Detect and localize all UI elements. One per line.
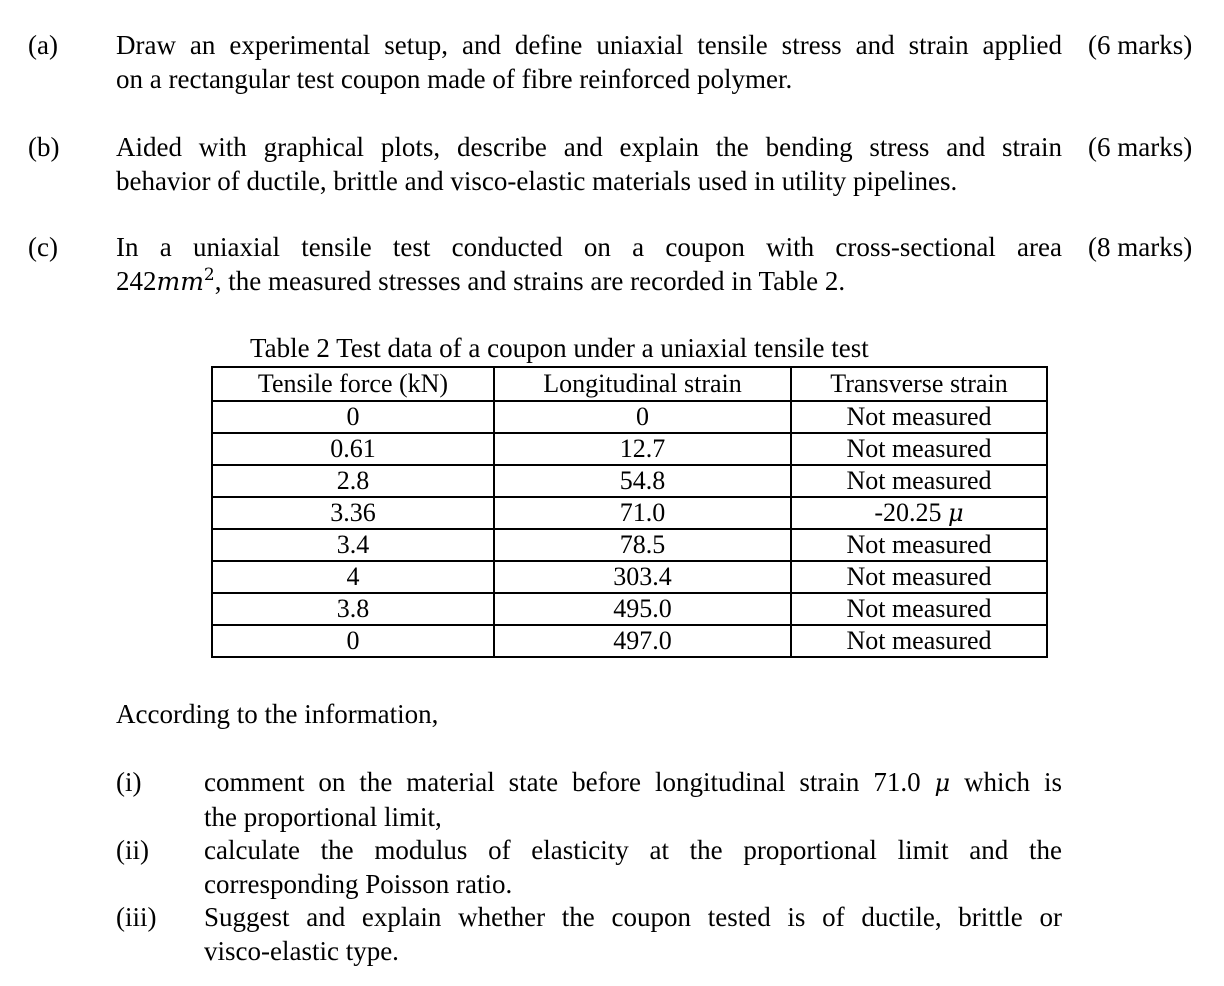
question-c-line-1: In a uniaxial tensile test conducted on a coupon with cross-sectional area [116, 232, 1062, 262]
table-cell: 0 [212, 625, 494, 657]
table-row [212, 465, 1047, 497]
question-a-marks: (6 marks) [1088, 30, 1193, 60]
transverse-strain-value: -20.25 [874, 498, 942, 527]
table-cell: 12.7 [494, 433, 791, 465]
subquestion-i-line-1-before: comment on the material state before longitudinal strain 71.0 [204, 767, 935, 797]
table-row [212, 625, 1047, 657]
question-b-text [116, 130, 1062, 198]
question-c-label: (c) [28, 232, 58, 262]
table-row [212, 497, 1047, 529]
table-cell: 497.0 [494, 625, 791, 657]
area-unit: $mm^2$ [156, 265, 215, 296]
table-cell: 54.8 [494, 465, 791, 497]
subquestion-i-text [204, 765, 1062, 834]
question-b-line-1: Aided with graphical plots, describe and explain the bending stress and strain [116, 132, 1062, 162]
header-tensile-force: Tensile force (kN) [212, 367, 494, 401]
table-row [212, 561, 1047, 593]
question-a-label: (a) [28, 30, 58, 60]
table-cell: Not measured [791, 465, 1047, 497]
question-c-line-2 [116, 264, 1062, 299]
subquestion-ii-text [204, 833, 1062, 901]
question-c-text [116, 230, 1062, 299]
question-c-marks: (8 marks) [1088, 232, 1193, 262]
micro-symbol: μ [934, 769, 951, 797]
subquestion-i-line-1-after: which is [950, 767, 1062, 797]
table-cell: 0 [494, 401, 791, 433]
subquestion-ii-label: (ii) [116, 835, 149, 865]
table-cell: Not measured [791, 561, 1047, 593]
table-cell: 495.0 [494, 593, 791, 625]
table-cell: 0.61 [212, 433, 494, 465]
subquestion-ii-line-2: corresponding Poisson ratio. [204, 869, 513, 899]
header-longitudinal-strain: Longitudinal strain [494, 367, 791, 401]
according-text: According to the information, [116, 699, 439, 729]
area-exponent: 2 [203, 265, 215, 285]
subquestion-iii-line-2: visco-elastic type. [204, 936, 399, 966]
table-cell-transverse-measured [791, 497, 1047, 529]
test-data-table [211, 366, 1048, 658]
table-cell: Not measured [791, 401, 1047, 433]
area-value: 242 [116, 266, 157, 296]
table-cell: Not measured [791, 593, 1047, 625]
question-b-label: (b) [28, 132, 60, 162]
table-cell: 78.5 [494, 529, 791, 561]
table-cell: Not measured [791, 433, 1047, 465]
table-cell: 71.0 [494, 497, 791, 529]
table-cell: Not measured [791, 529, 1047, 561]
table-cell: 0 [212, 401, 494, 433]
question-a-line-1: Draw an experimental setup, and define uniaxial tensile stress and strain applied [116, 30, 1062, 60]
question-a-line-2: on a rectangular test coupon made of fibre reinforced polymer. [116, 64, 793, 94]
table-cell: 3.36 [212, 497, 494, 529]
question-b-marks: (6 marks) [1088, 132, 1193, 162]
table-cell: 4 [212, 561, 494, 593]
table-cell: Not measured [791, 625, 1047, 657]
table-row [212, 529, 1047, 561]
micro-symbol: μ [948, 499, 964, 527]
table-cell: 303.4 [494, 561, 791, 593]
table-cell: 2.8 [212, 465, 494, 497]
subquestion-iii-label: (iii) [116, 902, 157, 932]
subquestion-i-label: (i) [116, 767, 142, 797]
table-row [212, 401, 1047, 433]
table-row [212, 593, 1047, 625]
question-b-line-2: behavior of ductile, brittle and visco-elastic materials used in utility pipelines. [116, 166, 958, 196]
question-c-line-2-rest: , the measured stresses and strains are recorded in Table 2. [214, 266, 846, 296]
table-cell: 3.8 [212, 593, 494, 625]
subquestion-i-line-2: the proportional limit, [204, 802, 442, 832]
subquestion-ii-line-1: calculate the modulus of elasticity at the proportional limit and the [204, 835, 1062, 865]
subquestion-iii-text [204, 900, 1062, 968]
subquestion-i-line-1 [204, 765, 1062, 800]
header-transverse-strain: Transverse strain [791, 367, 1047, 401]
table-row [212, 433, 1047, 465]
question-a-text [116, 28, 1062, 96]
table-header-row [212, 367, 1047, 401]
table-caption: Table 2 Test data of a coupon under a uniaxial tensile test [250, 333, 869, 363]
subquestion-iii-line-1: Suggest and explain whether the coupon tested is of ductile, brittle or [204, 902, 1062, 932]
table-cell: 3.4 [212, 529, 494, 561]
